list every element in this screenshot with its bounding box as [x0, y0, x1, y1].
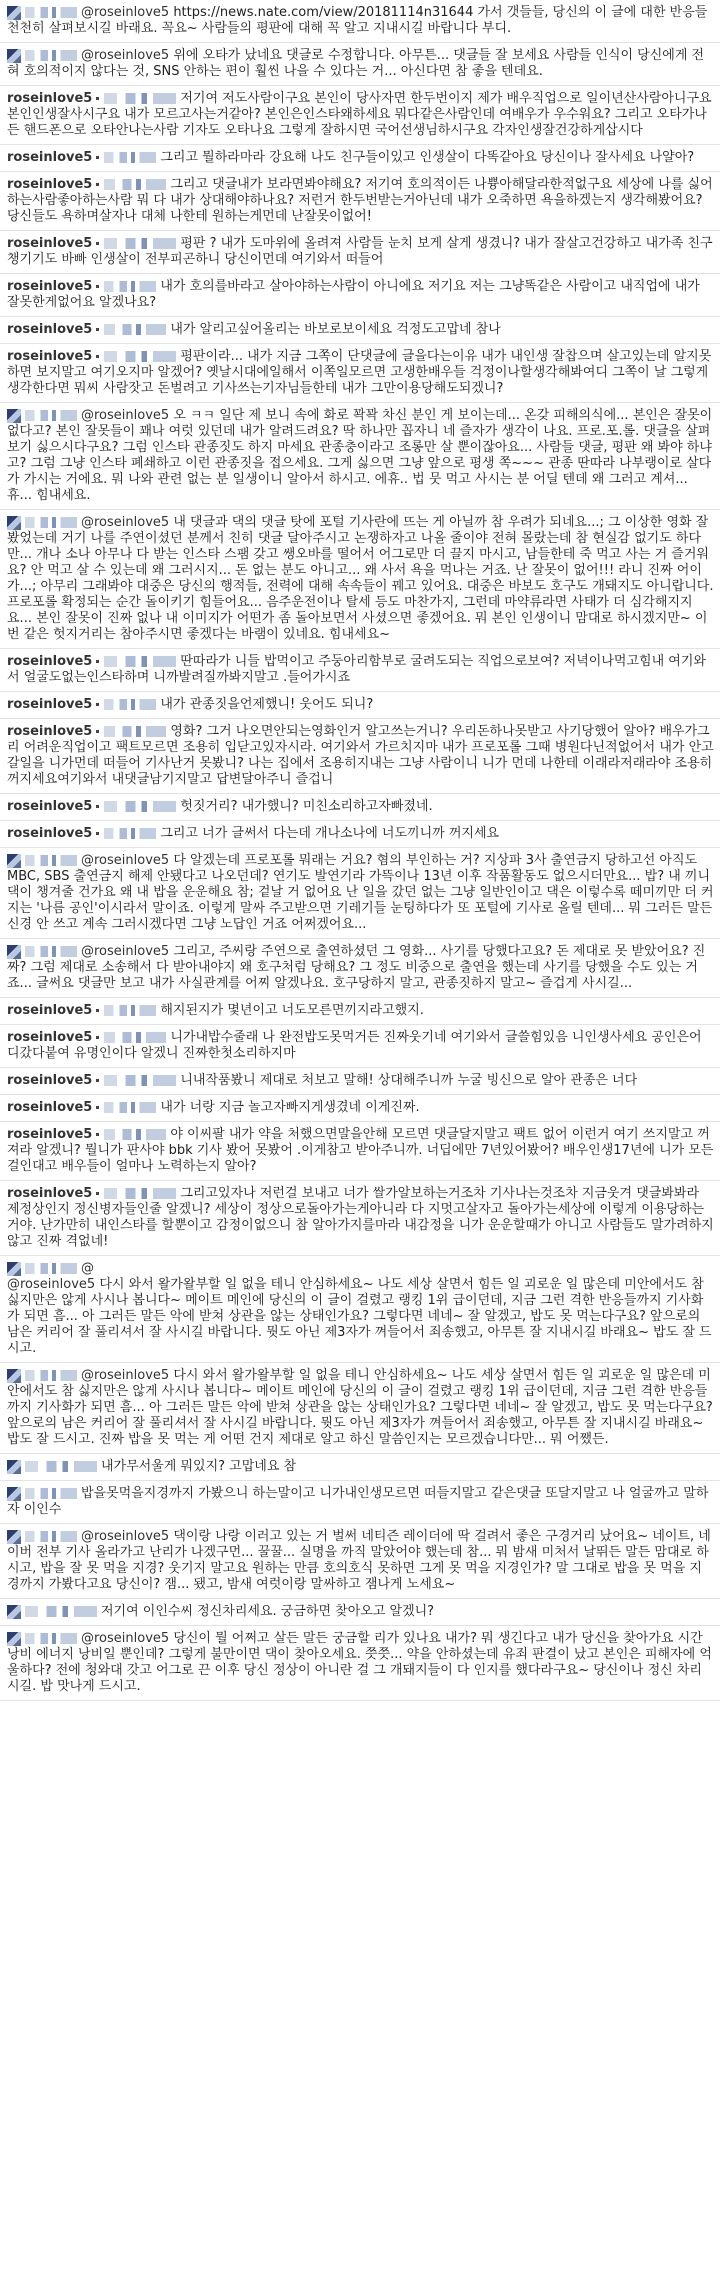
comment-text: 영화? 그거 나오면안되는영화인거 알고쓰는거니? 우리돈하나못받고 사기당했어 알아? 배우가그리 어려운직업이고 팩트모르면 조용히 입닫고있자시라. 여기와서 가르치지마 내가 프로포롤 그때 병원다닌적없어서 내가 안고갈일을 니가먼데 떠들어 기사난거 못봤니? 나는 집에서 조용히지내는 그냥 사람이니 니가 먼데 나한테 이래라저래라야 조용히 꺼지세요여기와서 내댓글남기지말고 답변달아주니 즐겁니 [7, 724, 714, 787]
comment-text: 헛짓거리? 내가했니? 미친소리하고자빠졌네. [180, 799, 433, 814]
mention-link[interactable]: @roseinlove5 [81, 1631, 170, 1646]
redacted-name [104, 1075, 176, 1086]
comment-item [0, 794, 720, 821]
redacted-name [25, 855, 77, 866]
comment-item [0, 274, 720, 317]
comment-item [0, 1363, 720, 1454]
mention-link[interactable]: @roseinlove5 [81, 515, 170, 530]
comment-text: 저기여 저도사람이구요 본인이 당사자면 한두번이지 제가 배우직업으로 일이년산사람아니구요 본인인생잘사시구요 내가 모르고사는거같아? 본인은인스타왜하세요 뭐다같은사람인데 여배우가 우수워요? 그리고 오타가나든 핸드폰으로 오타안나는사람 기자도 오타나요 그렇게 잘하시면 국어선생님하시구요 각자인생잘건강하게삽시다 [7, 91, 712, 138]
comment-item [0, 1181, 720, 1256]
comment-item [0, 1524, 720, 1599]
comment-item [0, 86, 720, 145]
comment-item [0, 1095, 720, 1122]
redacted-name [25, 1461, 97, 1472]
comment-text: 밥을못먹을지경까지 가봤으니 하는말이고 니가내인생모르면 떠들지말고 같은댓글 또달지말고 나 얼굴까고 말하자 이인수 [7, 1486, 709, 1517]
comment-item [0, 43, 720, 86]
comment-item [0, 1599, 720, 1626]
comment-item [0, 821, 720, 848]
redacted-name [104, 1188, 176, 1199]
user-avatar-icon [7, 1530, 21, 1544]
comment-text: 내 댓글과 댁의 댓글 탓에 포털 기사란에 뜨는 게 아닐까 참 우려가 되네요...; 그 이상한 영화 잘 봤었는데 거기 나를 주연이셨던 분께서 친히 댓글 달아주시고 논쟁하자고 나올 줄이야 전혀 몰랐는데 참 현실감 없기도 하다만... 개나 소나 아무나 다 받는 인스타 스팸 갖고 쌩오바를 떨어서 어그로만 더 끌지 마시고, 남들한테 죽 먹고 사는 거 즐거워요? 안 먹고 살 수 있는데 왜 그러시지... 돈 없는 분도 아니고... 왜 사서 욕을 먹나는 거죠. 난 잘못이 없어!!! 라니 진짜 어이가...; 아무리 그래봐야 대중은 당신의 행적들, 전력에 대해 속속들이 꿰고 있어요. 대중은 바보도 호구도 개돼지도 아니랍니다. 프로포롤 확정되는 순간 돌이키기 힘들어요... 음주운전이나 탈세 등도 마찬가지, 그런데 마약류라면 사태가 더 심각해지지요... 본인 잘못이 진짜 없나 내 이미지가 어떤가 좀 돌아보면서 사셨으면 좋겠어요. 뭐 본인 인생이니 맘대로 하시겠지만~ 이번 같은 헛지거리는 참아주시면 좋겠다는 바램이 있네요. 힘내세요~ [7, 515, 714, 642]
comment-item [0, 719, 720, 794]
redacted-name [104, 152, 156, 163]
redacted-name [104, 1102, 156, 1113]
comment-author[interactable]: roseinlove5 [7, 150, 93, 165]
redacted-name [104, 281, 156, 292]
separator-dot-icon [96, 805, 99, 808]
user-avatar-icon [7, 1369, 21, 1383]
separator-dot-icon [96, 355, 99, 358]
redacted-name [25, 1606, 97, 1617]
separator-dot-icon [96, 328, 99, 331]
mention-link[interactable]: @roseinlove5 [81, 1529, 170, 1544]
comment-text: 딴따라가 니들 밥먹이고 주둥아리함부로 굴려도되는 직업으로보여? 저녁이나먹고힘내 여기와서 얼굴도없는인스타하며 니까발려질까봐지말고 .들어가시죠 [7, 654, 706, 685]
mention-symbol: @ [81, 1261, 94, 1276]
comment-text: 다시 와서 왈가왈부할 일 없을 테니 안심하세요~ 나도 세상 살면서 힘든 일 괴로운 일 많은데 미안에서도 참 싫지만은 않게 사시나 봅니다~ 메이트 메인에 당신의 이 글이 걸렸고 랭킹 1위 급이던데, 지금 그런 격한 반응들까지 기사화가 되면 흠... 아 그러든 말든 악에 받쳐 상관을 않는 상태인가요? 그렇다면 네네~ 잘 알겠고, 밥도 못 먹는다구요? 앞으로의 남은 커리어 잘 풀리셔서 잘 사시길 바랍니다. 뭣도 아닌 제3자가 껴들어서 죄송했고, 아무튼 잘 지내시길 바래요~ 밥도 잘 드시고. [7, 1277, 712, 1356]
comment-text: 당신이 뭘 어쩌고 살든 말든 궁금할 리가 있나요 내가? 뭐 생긴다고 내가 당신을 찾아가요 시간낭비 에너지 낭비일 뿐인데? 그렇게 불만이면 댁이 찾아오세요. 쯧쯧... 약을 안하셨는데 유죄 판결이 났고 본인은 피해자에 억울하다? 전에 청와대 갓고 어그로 끈 이후 당신 정상이 아니란 걸 그 개돼지들이 다 인지를 했다라구요~ 당신이나 정신 차리시길. 밥 맛나게 드시고. [7, 1631, 712, 1694]
user-avatar-icon [7, 1605, 21, 1619]
redacted-name [25, 946, 77, 957]
comment-author[interactable]: roseinlove5 [7, 349, 93, 364]
comment-author[interactable]: roseinlove5 [7, 1100, 93, 1115]
redacted-name [104, 828, 156, 839]
mention-link[interactable]: @roseinlove5 [81, 944, 170, 959]
comment-item [0, 1256, 720, 1363]
comment-text: 평판 ? 내가 도마위에 올려져 사람들 눈치 보게 살게 생겼니? 내가 잘살고건강하고 내가족 친구챙기기도 바빠 인생살이 전부피곤하니 당신이먼데 여기와서 떠들어 [7, 236, 713, 267]
comment-item [0, 1068, 720, 1095]
separator-dot-icon [96, 730, 99, 733]
user-avatar-icon [7, 1487, 21, 1501]
redacted-name [104, 656, 176, 667]
mention-link[interactable]: @roseinlove5 [81, 5, 170, 20]
comment-item [0, 649, 720, 692]
comment-author[interactable]: roseinlove5 [7, 1003, 93, 1018]
user-avatar-icon [7, 854, 21, 868]
redacted-name [104, 179, 166, 190]
comment-author[interactable]: roseinlove5 [7, 322, 93, 337]
comment-text: 내가 너랑 지금 놀고자빠지게생겼네 이게진짜. [160, 1100, 420, 1115]
comment-author[interactable]: roseinlove5 [7, 91, 93, 106]
comment-author[interactable]: roseinlove5 [7, 826, 93, 841]
comment-item [0, 1454, 720, 1481]
redacted-name [25, 410, 77, 421]
redacted-name [104, 1032, 166, 1043]
comment-text: 그리고 너가 글써서 다는데 개나소나에 너도끼니까 꺼지세요 [160, 826, 500, 841]
separator-dot-icon [96, 1009, 99, 1012]
comment-text: 저기여 이인수씨 정신차리세요. 궁금하면 찾아오고 알겠니? [101, 1604, 435, 1619]
comment-item [0, 510, 720, 649]
comment-text: 내가 알리고싶어올리는 바보로보이세요 걱정도고맙네 참나 [170, 322, 501, 337]
user-avatar-icon [7, 49, 21, 63]
redacted-name [104, 238, 176, 249]
separator-dot-icon [96, 703, 99, 706]
comment-text: 그리고 댓글내가 보라면봐야해요? 저기여 호의적이든 나쁑아해달라한적없구요 세상에 나를 싫어하는사람좋아하는사람 뭐 다 내가 상대해야하나요? 저런거 한두번받는거아닌데 내가 오죽하면 욕을하겠는지 생각해봤어요? 당신들도 욕하며살자나 대체 나한테 원하는게먼데 난잘못이없어! [7, 177, 713, 224]
redacted-name [104, 726, 166, 737]
comment-text: 해지된지가 몇년이고 너도모른면끼지라고했지. [160, 1003, 424, 1018]
separator-dot-icon [96, 832, 99, 835]
comment-item [0, 1122, 720, 1181]
comment-text: 댁이랑 나랑 이러고 있는 거 벌써 네티즌 레이더에 딱 걸려서 좋은 구경거리 났어요~ 네이트, 네이버 전부 기사 올라가고 난리가 나겠구먼... 꿀꿀... 실명을 까직 말았어야 했는데 참... 뭐 밤새 미처서 날뛰든 말든 맘대로 하시고, 밥을 잘 못 먹을 지경? 웃기지 말고요 원하는 만큼 호의호식 못하면 그게 못 먹을 지경인가? 말 그대로 밥을 못 먹을 지경까지 가봤다고요 당신이? 잼... 됐고, 밤새 여럿이랑 말싸하고 잼나게 노세요~ [7, 1529, 711, 1592]
user-avatar-icon [7, 516, 21, 530]
separator-dot-icon [96, 183, 99, 186]
comment-item [0, 939, 720, 998]
separator-dot-icon [96, 1192, 99, 1195]
comment-text: 그리고 뭘하라마라 강요해 나도 친구들이있고 인생살이 다똑같아요 당신이나 잘사세요 나얄아? [160, 150, 695, 165]
comment-author[interactable]: roseinlove5 [7, 177, 93, 192]
redacted-name [25, 50, 77, 61]
comment-text: 내가무서울게 뭐있지? 고맙네요 참 [101, 1459, 297, 1474]
redacted-name [25, 1633, 77, 1644]
mention-link[interactable]: @roseinlove5 [7, 1277, 96, 1292]
comment-text: 그리고있자나 저런걸 보내고 너가 쌀가알보하는거조차 기사나는것조차 지금웃겨 댓글봐봐라 제정상인지 정신병자들인줄 알겠니? 세상이 정상으로돌아가는게아니라 다 지멋고살자고 돌아가는세상에 이렇게 이용당하는거야. 난가만히 내인스타를 할뿐이고 감정이없으니 참 알아가지를마라 내감정을 니가 운운할때가 아니고 사람들도 말가려하지않고 진짜 격없네! [7, 1186, 714, 1249]
comment-author[interactable]: roseinlove5 [7, 1030, 93, 1045]
comment-author[interactable]: roseinlove5 [7, 799, 93, 814]
redacted-name [104, 351, 176, 362]
mention-link[interactable]: @roseinlove5 [81, 408, 170, 423]
comment-item [0, 231, 720, 274]
redacted-name [104, 93, 176, 104]
comment-author[interactable]: roseinlove5 [7, 236, 93, 251]
comment-item [0, 998, 720, 1025]
user-avatar-icon [7, 6, 21, 20]
comment-item [0, 172, 720, 231]
comment-item [0, 317, 720, 344]
comment-item [0, 848, 720, 939]
comment-item [0, 344, 720, 403]
comment-author[interactable]: roseinlove5 [7, 1073, 93, 1088]
comment-text: 내가 호의를바라고 살아야하는사람이 아니에요 저기요 저는 그냥똑같은 사람이고 내직업에 내가 잘못한게없어요 알겠나요? [7, 279, 700, 310]
user-avatar-icon [7, 1632, 21, 1646]
redacted-name [104, 801, 176, 812]
comment-item [0, 0, 720, 43]
comment-author[interactable]: roseinlove5 [7, 1186, 93, 1201]
separator-dot-icon [96, 285, 99, 288]
user-avatar-icon [7, 409, 21, 423]
comment-author[interactable]: roseinlove5 [7, 654, 93, 669]
redacted-name [104, 1129, 166, 1140]
mention-link[interactable]: @roseinlove5 [81, 853, 170, 868]
comment-text: 오 ㅋㅋ 일단 제 보니 속에 화로 꽉꽉 차신 분인 게 보이는데... 온갖 피해의식에... 본인은 잘못이 없다고? 본인 잘못들이 꽤나 여럿 있던데 내가 알려드려요? 딱 하나만 꼽자니 네 즐자가 생각이 나요. 프로.포.롤. 댓글을 살펴보기 싫으시다구요? 그럼 인스타 관종짓도 하지 마세요 관종충이라고 조롱만 살 뿐이잖아요... 사람들 댓글, 평판 왜 봐야 하냐고? 그럼 그냥 인스타 폐쇄하고 이런 관종짓을 접으세요. 그게 싫으면 그냥 앞으로 평생 쪽~~~ 관종 딴따라 나부랭이로 살다가 가시는 거에요. 뭐 나와 관련 없는 분 일생이니 알아서 하시고. 에휴.. 법 뭇 먹고 사시는 분 어딜 텐데 왜 그러고 계셔... 휴... 힘내세요. [7, 408, 713, 503]
redacted-name [25, 1370, 77, 1381]
comment-item [0, 145, 720, 172]
comment-item [0, 1025, 720, 1068]
separator-dot-icon [96, 242, 99, 245]
comment-author[interactable]: roseinlove5 [7, 724, 93, 739]
comment-item [0, 1626, 720, 1701]
comment-author[interactable]: roseinlove5 [7, 1127, 93, 1142]
comment-author[interactable]: roseinlove5 [7, 279, 93, 294]
comment-author[interactable]: roseinlove5 [7, 697, 93, 712]
comment-text: 평판이라... 내가 지금 그쪽이 단댓글에 글을다는이유 내가 내인생 잘찹으며 살고있는데 알지못하면 보지말고 여기오지마 알겠어? 옛날시대에일해서 이쪽일모르면 고생한배우들 걱정이나할생각해봐여디 그쪽이 날 그렇게 생각한다면 뭐씨 사람잣고 돈벌려고 기사쓰는기자님들한테 내가 그만이용당해도되겠니? [7, 349, 712, 396]
redacted-name [104, 324, 166, 335]
comment-text: 니가내밥수줄래 나 완전밥도못먹거든 진짜웃기네 여기와서 글쓸힘있음 니인생사세요 공인은어디갔다붙여 유명인이다 알겠니 진짜한첫소리하지마 [7, 1030, 702, 1061]
comment-text: 위에 오타가 났네요 댓글로 수정합니다. 아무튼... 댓글들 잘 보세요 사람들 인식이 당신에게 전혀 호의적이지 않다는 것, SNS 안하는 편이 훨씬 나을 수 있다는 거... 아신다면 참 좋을 텐데요. [7, 48, 705, 79]
redacted-name [25, 1531, 77, 1542]
mention-link[interactable]: @roseinlove5 [81, 1368, 170, 1383]
redacted-name [25, 7, 77, 18]
user-avatar-icon [7, 1460, 21, 1474]
comment-text: 다시 와서 왈가왈부할 일 없을 테니 안심하세요~ 나도 세상 살면서 힘든 일 괴로운 일 많은데 미안에서도 참 싫지만은 않게 사시나 봅니다~ 메이트 메인에 당신의 이 글이 걸렸고 랭킹 1위 급이던데, 지금 그런 격한 반응들까지 기사화가 되면 흠... 아 그러든 말든 악에 받쳐 상관을 않는 상태인가요? 그렇다면 네네~ 잘 알겠고, 밥도 못 먹는다구요? 앞으로의 남은 커리어 잘 풀리셔서 잘 사시길 바랍니다. 뭣도 아닌 제3자가 껴들어서 죄송했고, 아무튼 잘 지내시길 바래요~ 밥도 잘 드시고. 진짜 밥을 못 먹는 게 어떤 건지 제대로 알고 하신 말씀인지는 모르겠습니다만... 뭐 어쨌든. [7, 1368, 713, 1447]
separator-dot-icon [96, 1079, 99, 1082]
user-avatar-icon [7, 945, 21, 959]
separator-dot-icon [96, 660, 99, 663]
comment-text: 그리고, 주씨랑 주연으로 출연하셨던 그 영화... 사기를 당했다고요? 돈 제대로 못 받았어요? 진짜? 그럼 제대로 소송해서 다 받아내야지 왜 호구처럼 당해요? 그 정도 비중으로 출연을 했는데 사기를 당했을 수도 있는 거죠... 글써요 댓글만 보고 내가 사실관계를 어찌 알겠나요. 호구당하지 말고, 관종짓하지 말고~ 즐겁게 사시길... [7, 944, 706, 991]
separator-dot-icon [96, 1133, 99, 1136]
comment-text: https://news.nate.com/view/20181114n31644 가서 갯들들, 당신의 이 글에 대한 반응들 천천히 살펴보시길 바래요. 꼭요~ 사람들의 평판에 대해 꼭 알고 지내시길 바랍니다 부디. [7, 5, 708, 36]
comment-item [0, 1481, 720, 1524]
comment-text: 야 이씨팔 내가 약을 처했으면말을안해 모르면 댓글달지말고 팩트 없어 이런거 여기 쓰지말고 꺼져라 알겠니? 뭘니가 판사야 bbk 기사 봤어 못봤어 .이게참고 받아주니까. 너딥에만 7년있어봤어? 배우인생17년에 니가 모든걸인대고 배우들이 얼마나 노력하는지 알아? [7, 1127, 714, 1174]
comment-text: 니내작품봤니 제대로 처보고 말해! 상대해주니까 누굴 빙신으로 알아 관종은 너다 [180, 1073, 638, 1088]
comment-item [0, 692, 720, 719]
separator-dot-icon [96, 1106, 99, 1109]
redacted-name [25, 1488, 77, 1499]
mention-link[interactable]: @roseinlove5 [81, 48, 170, 63]
comment-item [0, 403, 720, 510]
user-avatar-icon [7, 1262, 21, 1276]
redacted-name [25, 1263, 77, 1274]
comment-text: 다 알겠는데 프로포롤 뭐래는 거요? 혐의 부인하는 거? 지상파 3사 출연금지 당하고선 아직도 MBC, SBS 출연금지 해제 안됐다고 나오던데? 연기도 발연기라 가뜩이나 13년 이후 작품활동도 없으시더만요... 밥? 내 끼니 댁이 챙겨줄 건가요 왜 내 밥을 운운해요 참; 겉날 거 없어요 난 일을 갔던 없는 그냥 일반인이고 댁은 이렇수록 떼미끼만 더 커지는 '나름 공인'이시라서 말이죠. 이렇게 말싸 주고받으면 기레기들 눈팅하다가 또 포털에 기사로 올릴 텐데... 뭐 그러든 말든 신경 안 쓰고 계속 그러시겠다면 그냥 노답인 거죠 어쩌겠어요... [7, 853, 714, 932]
comment-text: 내가 관종짓을언제했니! 웃어도 되니? [160, 697, 374, 712]
separator-dot-icon [96, 1036, 99, 1039]
redacted-name [104, 1005, 156, 1016]
separator-dot-icon [96, 97, 99, 100]
separator-dot-icon [96, 156, 99, 159]
redacted-name [104, 699, 156, 710]
redacted-name [25, 517, 77, 528]
